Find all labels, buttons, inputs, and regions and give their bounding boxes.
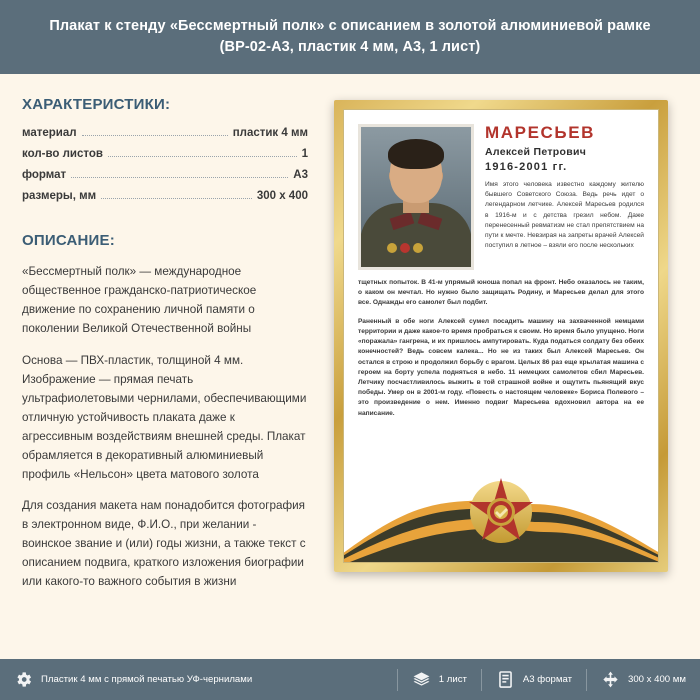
st-george-ribbon [344, 442, 658, 562]
poster-paragraph: тщетных попыток. В 41-м упрямый юноша попал на фронт. Небо оказалось не таким, о каком он мечтал. Но нужно было защищать Родину, и Маресьев делал для этого все. Однажды его самолет был подбит. [358, 279, 644, 307]
description-paragraph: «Бессмертный полк» — международное общественное гражданско-патриотическое движение по сохранению личной памяти о поколении Великой Отечественной войны [22, 265, 257, 335]
spec-key: формат [22, 169, 67, 181]
veteran-years: 1916-2001 гг. [485, 160, 568, 173]
footer-item-material [14, 670, 252, 689]
spec-row [22, 148, 308, 160]
poster-body-text [344, 270, 658, 427]
description-paragraph: Основа — ПВХ-пластик, толщиной 4 мм. Изображение — прямая печать ультрафиолетовыми чернилами, обеспечивающими отличную устойчивость плаката даже к агрессивным воздействиям внешней среды. Плакат обрамляется в декоративный алюминиевый профиль «Нельсон» цвета матового золота [22, 353, 307, 481]
footer-label: 300 х 400 мм [628, 674, 686, 685]
description-heading: ОПИСАНИЕ: [22, 232, 115, 249]
spec-value: А3 [293, 169, 308, 181]
footer-divider [586, 669, 587, 691]
footer-label: Пластик 4 мм с прямой печатью УФ-чернилами [41, 674, 253, 685]
footer-label: А3 формат [522, 674, 572, 685]
spec-key: размеры, мм [22, 190, 97, 202]
veteran-given-name: Алексей Петрович [485, 145, 587, 158]
veteran-surname: МАРЕСЬЕВ [485, 123, 596, 142]
spec-value: 300 х 400 [256, 190, 308, 202]
footer-label: 1 лист [438, 674, 467, 685]
spec-key: кол-во листов [22, 148, 103, 160]
poster [343, 109, 659, 563]
document-icon [496, 670, 515, 689]
poster-decoration [344, 442, 658, 562]
dot-leader [101, 197, 252, 199]
page-title-line1: Плакат к стенду «Бессмертный полк» с описанием в золотой алюминиевой рамке [49, 17, 651, 34]
footer-divider [481, 669, 482, 691]
specs-heading: ХАРАКТЕРИСТИКИ: [22, 96, 171, 113]
poster-lead-text: Имя этого человека известно каждому жителю бывшего Советского Союза. Ведь речь идет о легендарном летчике. Алексей Маресьев родился в 1916-м и с детства грезил небом. Даже перенесенный ревматизм не стал препятствием на пути к мечте. Невзирая на запреты врачей Алексей поступил в летное – взяли его после нескольких [485, 180, 644, 250]
spec-value: пластик 4 мм [232, 127, 308, 139]
spec-key: материал [22, 127, 77, 139]
dot-leader [71, 176, 288, 178]
gold-frame [334, 100, 668, 572]
spec-row [22, 169, 308, 181]
spec-row [22, 190, 308, 202]
footer-divider [397, 669, 398, 691]
poster-column [324, 96, 678, 659]
veteran-photo [358, 124, 474, 270]
arrows-expand-icon [601, 670, 620, 689]
dot-leader [108, 155, 297, 157]
sheets-icon [412, 670, 431, 689]
spec-value: 1 [301, 148, 308, 160]
footer-item-format [496, 670, 572, 689]
veteran-title [485, 124, 644, 270]
gear-icon [14, 670, 33, 689]
content-area [0, 74, 700, 659]
footer-bar [0, 659, 700, 700]
page-title [49, 16, 650, 58]
poster-header [344, 110, 658, 270]
footer-item-size [601, 670, 686, 689]
poster-paragraph: Раненный в обе ноги Алексей сумел посадить машину на захваченной немцами территории и даже какое-то время пробраться к своим. Но время было упущено. Ноги «поражала» гангрена, и их пришлось ампутировать. Куда податься солдату без обеих конечностей? Ведь совсем калека... Но не из таких был Алексей Маресьев. Он остался в строю и продолжил борьбу с врагом. Целых 86 раз еще крылатая машина с героем на борту успела подняться в небо. 11 немецких самолетов сбил Маресьев. Летчику посчастливилось выжить в той страшной войне и ощутить пьянящий вкус победы. Умер он в 2001-м году. «Повесть о настоящем человеке» Бориса Полевого – это произведение о нем. Именно подвиг Маресьева вдохновил автора на ее написание. [358, 317, 644, 417]
footer-item-sheets [412, 670, 467, 689]
page-title-line2: (ВР-02-А3, пластик 4 мм, А3, 1 лист) [219, 39, 481, 55]
info-column [22, 96, 308, 659]
dot-leader [82, 134, 228, 136]
spec-row [22, 127, 308, 139]
page-header [0, 0, 700, 74]
description-paragraph: Для создания макета нам понадобится фотография в электронном виде, Ф.И.О., при желании - воинское звание и (или) годы жизни, а также текст с описанием подвига, краткого изложения биографии или какого-то важного события в жизни [22, 499, 306, 589]
